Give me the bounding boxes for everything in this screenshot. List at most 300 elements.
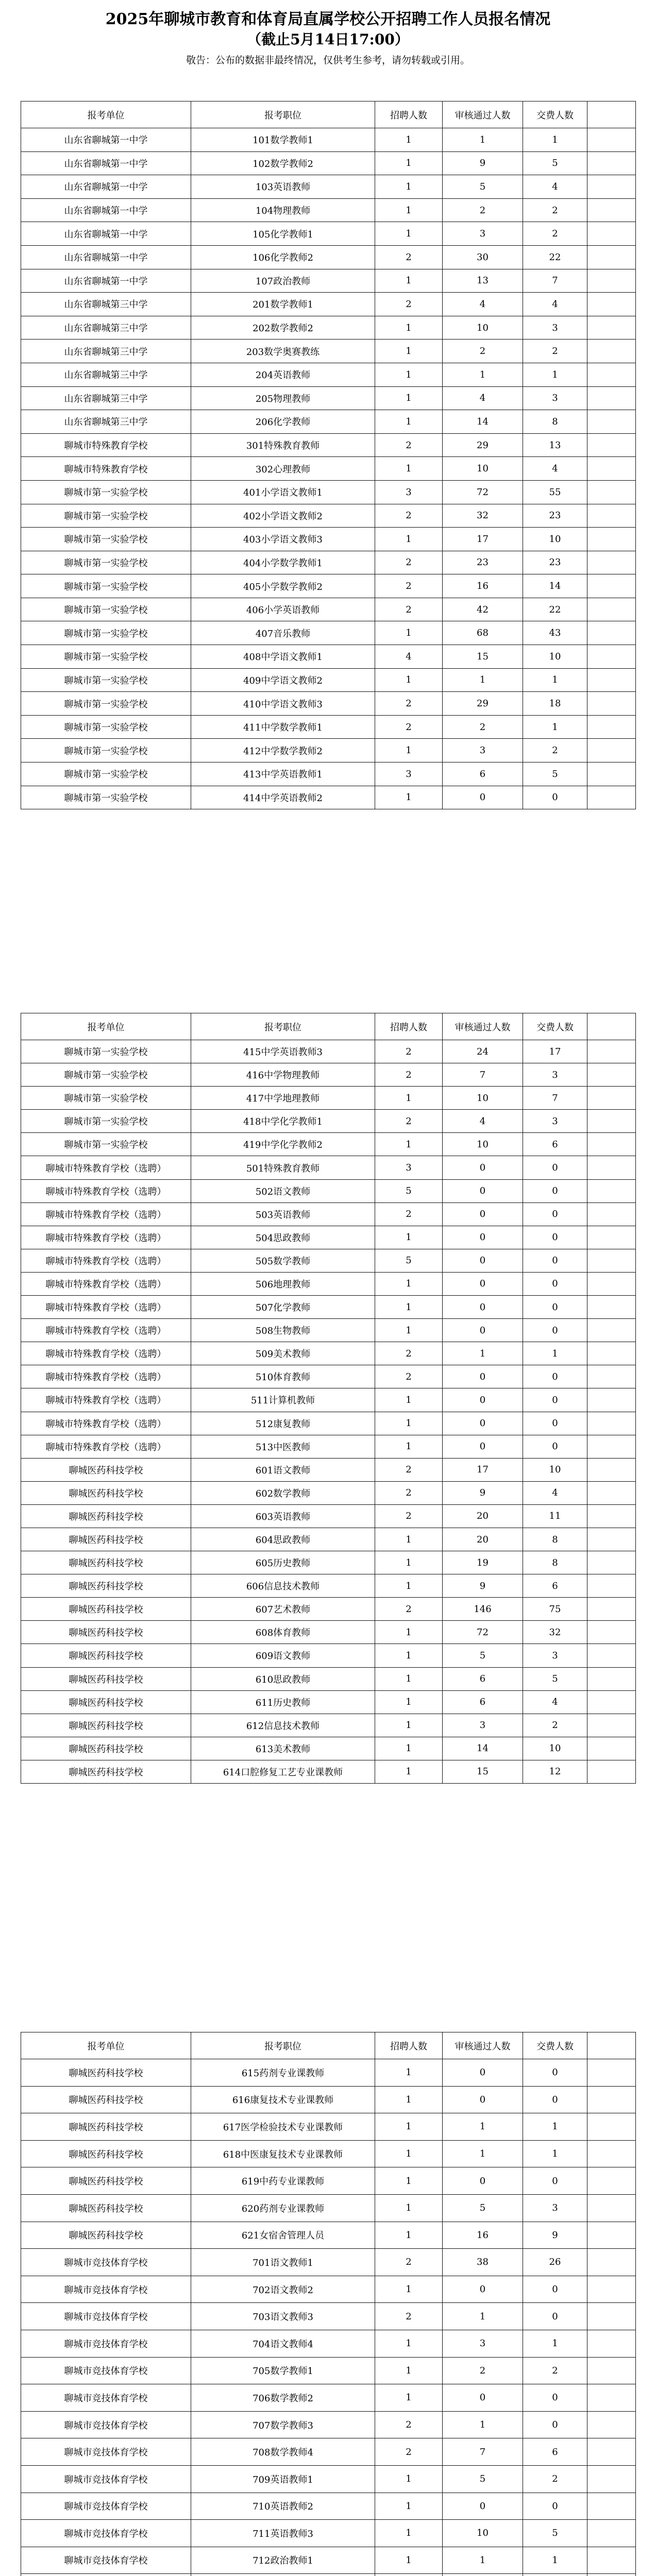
approved-cell: 29 [443, 433, 523, 457]
quota-cell: 1 [375, 2493, 443, 2520]
paid-cell: 0 [523, 1319, 587, 1342]
approved-cell: 0 [443, 1179, 523, 1202]
paid-cell: 5 [523, 2520, 587, 2547]
paid-cell: 1 [523, 1342, 587, 1365]
approved-cell: 2 [443, 198, 523, 222]
quota-cell: 1 [375, 1737, 443, 1760]
table-row [21, 2059, 636, 2087]
quota-cell: 1 [375, 1714, 443, 1737]
table-row [21, 316, 636, 340]
quota-cell: 1 [375, 786, 443, 809]
table-row [21, 1063, 636, 1087]
position-cell: 205物理教师 [191, 386, 375, 410]
quota-cell: 1 [375, 1319, 443, 1342]
blank-cell [587, 2520, 636, 2547]
paid-cell: 10 [523, 1458, 587, 1481]
approved-cell: 0 [443, 2384, 523, 2412]
approved-cell: 3 [443, 2330, 523, 2357]
table-block-1 [21, 101, 635, 809]
blank-cell [587, 2357, 636, 2384]
approved-cell: 0 [443, 1202, 523, 1226]
blank-cell [587, 340, 636, 363]
approved-cell: 0 [443, 1272, 523, 1295]
blank-cell [587, 1714, 636, 1737]
position-cell: 707数学教师3 [191, 2411, 375, 2438]
table-row [21, 1319, 636, 1342]
position-cell: 702语文教师2 [191, 2276, 375, 2303]
position-cell: 302心理教师 [191, 457, 375, 481]
approved-cell: 0 [443, 2276, 523, 2303]
table-row [21, 1504, 636, 1528]
position-cell: 712政治教师1 [191, 2547, 375, 2574]
paid-cell: 2 [523, 2357, 587, 2384]
table-row [21, 1714, 636, 1737]
approved-cell: 17 [443, 528, 523, 551]
unit-cell: 聊城市第一实验学校 [21, 480, 191, 504]
quota-cell: 2 [375, 1458, 443, 1481]
quota-cell: 2 [375, 715, 443, 739]
approved-cell: 1 [443, 2140, 523, 2167]
table-row [21, 2330, 636, 2357]
quota-cell: 1 [375, 2113, 443, 2141]
paid-cell: 1 [523, 715, 587, 739]
quota-cell: 2 [375, 598, 443, 621]
unit-cell: 聊城市特殊教育学校 [21, 433, 191, 457]
header-paid: 交费人数 [523, 2032, 587, 2059]
quota-cell: 1 [375, 410, 443, 434]
unit-cell: 山东省聊城第一中学 [21, 151, 191, 175]
position-cell: 408中学语文教师1 [191, 645, 375, 669]
blank-cell [587, 739, 636, 762]
unit-cell: 山东省聊城第一中学 [21, 175, 191, 199]
unit-cell: 聊城医药科技学校 [21, 1458, 191, 1481]
approved-cell: 20 [443, 1504, 523, 1528]
paid-cell: 3 [523, 1063, 587, 1087]
paid-cell: 11 [523, 1504, 587, 1528]
paid-cell: 0 [523, 1296, 587, 1319]
approved-cell: 6 [443, 1690, 523, 1714]
paid-cell: 5 [523, 762, 587, 786]
position-cell: 105化学教师1 [191, 222, 375, 246]
blank-cell [587, 1179, 636, 1202]
unit-cell: 聊城市第一实验学校 [21, 1110, 191, 1133]
table-row [21, 668, 636, 692]
quota-cell: 2 [375, 1110, 443, 1133]
unit-cell: 聊城市第一实验学校 [21, 574, 191, 598]
blank-cell [587, 1202, 636, 1226]
blank-cell [587, 293, 636, 316]
blank-cell [587, 2438, 636, 2466]
paid-cell: 4 [523, 1481, 587, 1504]
approved-cell: 2 [443, 2357, 523, 2384]
paid-cell: 0 [523, 1435, 587, 1458]
blank-cell [587, 668, 636, 692]
unit-cell: 聊城医药科技学校 [21, 1598, 191, 1621]
position-cell: 512康复教师 [191, 1412, 375, 1435]
registration-table-1 [21, 101, 636, 809]
approved-cell: 42 [443, 598, 523, 621]
position-cell: 404小学数学教师1 [191, 551, 375, 574]
position-cell: 104物理教师 [191, 198, 375, 222]
table-row [21, 1458, 636, 1481]
position-cell: 206化学教师 [191, 410, 375, 434]
blank-cell [587, 1272, 636, 1295]
quota-cell: 1 [375, 1388, 443, 1412]
quota-cell: 2 [375, 504, 443, 528]
paid-cell: 0 [523, 2303, 587, 2330]
header-unit: 报考单位 [21, 2032, 191, 2059]
blank-cell [587, 2194, 636, 2222]
table-header-row [21, 1013, 636, 1040]
approved-cell: 19 [443, 1551, 523, 1574]
position-cell: 401小学语文教师1 [191, 480, 375, 504]
position-cell: 601语文教师 [191, 1458, 375, 1481]
unit-cell: 聊城医药科技学校 [21, 1714, 191, 1737]
table-row [21, 222, 636, 246]
blank-cell [587, 2249, 636, 2276]
approved-cell: 0 [443, 1388, 523, 1412]
position-cell: 107政治教师 [191, 269, 375, 293]
table-row [21, 2357, 636, 2384]
blank-cell [587, 269, 636, 293]
header-paid: 交费人数 [523, 1013, 587, 1040]
paid-cell: 1 [523, 363, 587, 386]
position-cell: 417中学地理教师 [191, 1087, 375, 1110]
table-row [21, 2140, 636, 2167]
position-cell [191, 2574, 375, 2576]
blank-cell [587, 1598, 636, 1621]
unit-cell: 聊城医药科技学校 [21, 2194, 191, 2222]
paid-cell: 1 [523, 668, 587, 692]
position-cell: 602数学教师 [191, 1481, 375, 1504]
blank-cell [587, 480, 636, 504]
quota-cell: 1 [375, 340, 443, 363]
position-cell: 611历史教师 [191, 1690, 375, 1714]
paid-cell: 0 [523, 2167, 587, 2195]
approved-cell: 6 [443, 762, 523, 786]
blank-cell [587, 1365, 636, 1388]
blank-cell [587, 1737, 636, 1760]
table-row [21, 1760, 636, 1783]
blank-cell [587, 786, 636, 809]
quota-cell: 1 [375, 1667, 443, 1690]
paid-cell: 55 [523, 480, 587, 504]
header-blank [587, 101, 636, 128]
unit-cell: 聊城市竞技体育学校 [21, 2276, 191, 2303]
unit-cell: 聊城市竞技体育学校 [21, 2547, 191, 2574]
approved-cell: 0 [443, 1296, 523, 1319]
quota-cell: 1 [375, 528, 443, 551]
approved-cell: 68 [443, 621, 523, 645]
paid-cell: 8 [523, 1551, 587, 1574]
table-row [21, 574, 636, 598]
table-row [21, 1528, 636, 1551]
paid-cell: 1 [523, 2330, 587, 2357]
position-cell: 412中学数学教师2 [191, 739, 375, 762]
unit-cell: 聊城医药科技学校 [21, 1690, 191, 1714]
quota-cell: 1 [375, 1760, 443, 1783]
quota-cell: 3 [375, 1156, 443, 1179]
blank-cell [587, 1458, 636, 1481]
blank-cell [587, 457, 636, 481]
unit-cell: 聊城医药科技学校 [21, 2140, 191, 2167]
unit-cell: 聊城医药科技学校 [21, 1504, 191, 1528]
position-cell: 613美术教师 [191, 1737, 375, 1760]
paid-cell: 10 [523, 645, 587, 669]
approved-cell: 1 [443, 2303, 523, 2330]
blank-cell [587, 645, 636, 669]
unit-cell: 山东省聊城第三中学 [21, 340, 191, 363]
paid-cell: 0 [523, 1226, 587, 1249]
table-row [21, 2411, 636, 2438]
blank-cell [587, 128, 636, 152]
quota-cell: 1 [375, 739, 443, 762]
position-cell: 204英语教师 [191, 363, 375, 386]
unit-cell: 聊城市竞技体育学校 [21, 2357, 191, 2384]
blank-cell [587, 151, 636, 175]
unit-cell: 聊城医药科技学校 [21, 1737, 191, 1760]
position-cell: 701语文教师1 [191, 2249, 375, 2276]
blank-cell [587, 2059, 636, 2087]
blank-cell [587, 2276, 636, 2303]
position-cell: 510体育教师 [191, 1365, 375, 1388]
position-cell: 407音乐教师 [191, 621, 375, 645]
header-blank [587, 2032, 636, 2059]
quota-cell: 1 [375, 668, 443, 692]
quota-cell: 1 [375, 2140, 443, 2167]
unit-cell: 山东省聊城第三中学 [21, 363, 191, 386]
table-row [21, 1598, 636, 1621]
unit-cell: 聊城市第一实验学校 [21, 1063, 191, 1087]
unit-cell: 聊城市特殊教育学校（选聘） [21, 1365, 191, 1388]
table-header-row [21, 2032, 636, 2059]
quota-cell: 2 [375, 692, 443, 716]
position-cell: 603英语教师 [191, 1504, 375, 1528]
table-row [21, 1296, 636, 1319]
blank-cell [587, 2574, 636, 2576]
paid-cell: 0 [523, 2493, 587, 2520]
approved-cell: 10 [443, 2520, 523, 2547]
unit-cell: 聊城市第一实验学校 [21, 528, 191, 551]
quota-cell: 1 [375, 2276, 443, 2303]
paid-cell: 4 [523, 1690, 587, 1714]
position-cell: 615药剂专业课教师 [191, 2059, 375, 2087]
approved-cell [443, 2574, 523, 2576]
table-row [21, 551, 636, 574]
blank-cell [587, 2222, 636, 2249]
quota-cell: 2 [375, 551, 443, 574]
unit-cell: 聊城市特殊教育学校（选聘） [21, 1249, 191, 1272]
blank-cell [587, 504, 636, 528]
paid-cell: 18 [523, 692, 587, 716]
table-row [21, 645, 636, 669]
paid-cell: 3 [523, 316, 587, 340]
quota-cell: 1 [375, 2520, 443, 2547]
unit-cell: 聊城市第一实验学校 [21, 598, 191, 621]
approved-cell: 9 [443, 151, 523, 175]
blank-cell [587, 1574, 636, 1598]
unit-cell: 聊城市特殊教育学校（选聘） [21, 1435, 191, 1458]
approved-cell: 5 [443, 175, 523, 199]
paid-cell: 2 [523, 340, 587, 363]
paid-cell: 12 [523, 1760, 587, 1783]
position-cell: 608体育教师 [191, 1621, 375, 1644]
paid-cell: 10 [523, 1737, 587, 1760]
table-block-3 [21, 2032, 635, 2576]
table-header-row [21, 101, 636, 128]
blank-cell [587, 2411, 636, 2438]
paid-cell: 2 [523, 739, 587, 762]
table-row [21, 2465, 636, 2493]
approved-cell: 14 [443, 410, 523, 434]
quota-cell: 2 [375, 1481, 443, 1504]
quota-cell: 1 [375, 2330, 443, 2357]
approved-cell: 0 [443, 1319, 523, 1342]
quota-cell: 1 [375, 2222, 443, 2249]
quota-cell: 4 [375, 645, 443, 669]
header-approved: 审核通过人数 [443, 2032, 523, 2059]
blank-cell [587, 1040, 636, 1063]
unit-cell: 聊城市第一实验学校 [21, 1087, 191, 1110]
blank-cell [587, 1667, 636, 1690]
position-cell: 501特殊教育教师 [191, 1156, 375, 1179]
unit-cell: 聊城医药科技学校 [21, 2086, 191, 2113]
unit-cell: 聊城市第一实验学校 [21, 621, 191, 645]
table-row [21, 1202, 636, 1226]
paid-cell: 6 [523, 1133, 587, 1156]
blank-cell [587, 1760, 636, 1783]
position-cell: 606信息技术教师 [191, 1574, 375, 1598]
approved-cell: 0 [443, 1412, 523, 1435]
approved-cell: 146 [443, 1598, 523, 1621]
position-cell: 402小学语文教师2 [191, 504, 375, 528]
approved-cell: 0 [443, 2167, 523, 2195]
unit-cell: 聊城市竞技体育学校 [21, 2330, 191, 2357]
paid-cell: 7 [523, 1087, 587, 1110]
approved-cell: 29 [443, 692, 523, 716]
unit-cell: 聊城市特殊教育学校（选聘） [21, 1296, 191, 1319]
unit-cell: 聊城市第一实验学校 [21, 715, 191, 739]
unit-cell: 山东省聊城第一中学 [21, 269, 191, 293]
paid-cell: 6 [523, 1574, 587, 1598]
approved-cell: 0 [443, 2086, 523, 2113]
unit-cell: 聊城医药科技学校 [21, 1551, 191, 1574]
approved-cell: 16 [443, 574, 523, 598]
paid-cell: 75 [523, 1598, 587, 1621]
quota-cell: 3 [375, 762, 443, 786]
position-cell: 411中学数学教师1 [191, 715, 375, 739]
quota-cell: 1 [375, 1644, 443, 1667]
quota-cell: 1 [375, 222, 443, 246]
approved-cell: 5 [443, 2465, 523, 2493]
quota-cell: 1 [375, 2194, 443, 2222]
blank-cell [587, 1226, 636, 1249]
table-row [21, 1040, 636, 1063]
unit-cell: 聊城医药科技学校 [21, 1528, 191, 1551]
unit-cell: 山东省聊城第三中学 [21, 410, 191, 434]
paid-cell: 23 [523, 551, 587, 574]
table-row [21, 2574, 636, 2576]
paid-cell: 0 [523, 786, 587, 809]
quota-cell: 2 [375, 2438, 443, 2466]
position-cell: 508生物教师 [191, 1319, 375, 1342]
position-cell: 614口腔修复工艺专业课教师 [191, 1760, 375, 1783]
unit-cell: 聊城医药科技学校 [21, 2222, 191, 2249]
position-cell: 203数学奥赛教练 [191, 340, 375, 363]
header-position: 报考职位 [191, 101, 375, 128]
table-row [21, 128, 636, 152]
quota-cell: 1 [375, 1435, 443, 1458]
quota-cell: 1 [375, 2059, 443, 2087]
blank-cell [587, 1412, 636, 1435]
table-row [21, 1179, 636, 1202]
approved-cell: 9 [443, 1574, 523, 1598]
paid-cell: 0 [523, 2384, 587, 2412]
position-cell: 709英语教师1 [191, 2465, 375, 2493]
approved-cell: 5 [443, 1644, 523, 1667]
blank-cell [587, 1319, 636, 1342]
quota-cell: 1 [375, 1690, 443, 1714]
approved-cell: 1 [443, 128, 523, 152]
table-row [21, 1133, 636, 1156]
table-row [21, 2493, 636, 2520]
table-row [21, 1644, 636, 1667]
position-cell: 705数学教师1 [191, 2357, 375, 2384]
approved-cell: 3 [443, 739, 523, 762]
paid-cell: 32 [523, 1621, 587, 1644]
position-cell: 612信息技术教师 [191, 1714, 375, 1737]
quota-cell: 1 [375, 2086, 443, 2113]
quota-cell: 1 [375, 1551, 443, 1574]
unit-cell: 聊城医药科技学校 [21, 2059, 191, 2087]
blank-cell [587, 2113, 636, 2141]
table-row [21, 245, 636, 269]
blank-cell [587, 2140, 636, 2167]
paid-cell: 23 [523, 504, 587, 528]
quota-cell: 1 [375, 363, 443, 386]
unit-cell: 聊城医药科技学校 [21, 1574, 191, 1598]
quota-cell: 1 [375, 2465, 443, 2493]
quota-cell: 1 [375, 457, 443, 481]
quota-cell: 1 [375, 1087, 443, 1110]
table-row [21, 340, 636, 363]
header-unit: 报考单位 [21, 1013, 191, 1040]
table-row [21, 2384, 636, 2412]
paid-cell: 0 [523, 1272, 587, 1295]
approved-cell: 10 [443, 457, 523, 481]
unit-cell: 聊城市第一实验学校 [21, 668, 191, 692]
quota-cell: 1 [375, 1133, 443, 1156]
quota-cell: 2 [375, 433, 443, 457]
position-cell: 609语文教师 [191, 1644, 375, 1667]
blank-cell [587, 386, 636, 410]
position-cell: 106化学教师2 [191, 245, 375, 269]
quota-cell: 2 [375, 1504, 443, 1528]
blank-cell [587, 715, 636, 739]
quota-cell: 5 [375, 1249, 443, 1272]
position-cell: 513中医教师 [191, 1435, 375, 1458]
unit-cell: 聊城医药科技学校 [21, 2113, 191, 2141]
paid-cell: 1 [523, 2140, 587, 2167]
registration-table-3 [21, 2032, 636, 2576]
position-cell: 406小学英语教师 [191, 598, 375, 621]
table-row [21, 2086, 636, 2113]
paid-cell: 0 [523, 1365, 587, 1388]
paid-cell: 0 [523, 1202, 587, 1226]
position-cell: 604思政教师 [191, 1528, 375, 1551]
quota-cell: 1 [375, 2357, 443, 2384]
unit-cell: 聊城市第一实验学校 [21, 1040, 191, 1063]
